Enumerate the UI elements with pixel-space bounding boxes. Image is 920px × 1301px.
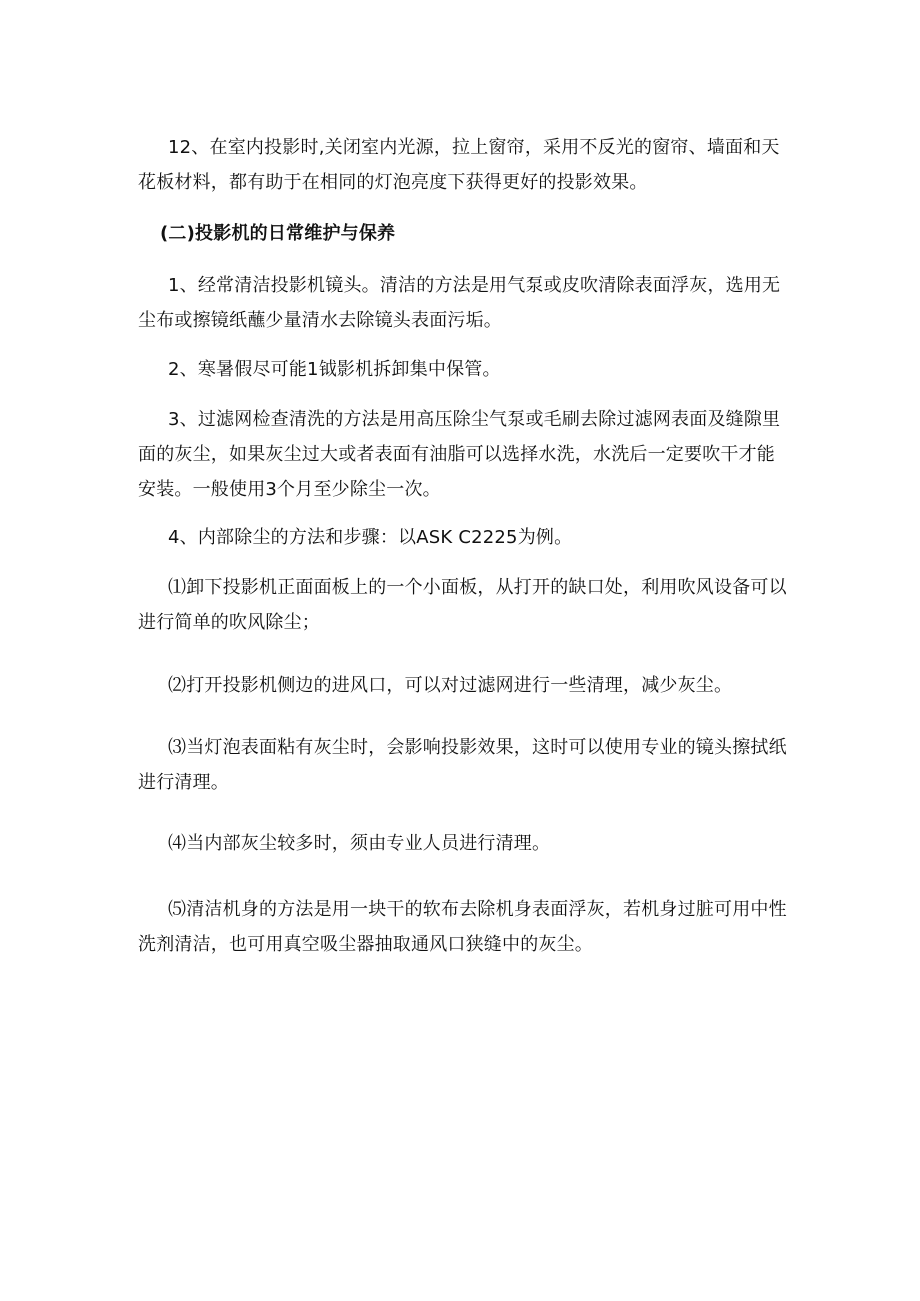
sub-item-2: ⑵打开投影机侧边的进风口，可以对过滤网进行一些清理，减少灰尘。 [168, 675, 733, 696]
paragraph-item-12: 12、在室内投影时,关闭室内光源，拉上窗帘，采用不反光的窗帘、墙面和天花板材料，都有助于在相同的灯泡亮度下获得更好的投影效果。 [138, 137, 780, 193]
sub-item-4: ⑷当内部灰尘较多时，须由专业人员进行清理。 [168, 833, 551, 854]
section-heading-maintenance: (二)投影机的日常维护与保养 [160, 223, 396, 244]
sub-item-3: ⑶当灯泡表面粘有灰尘时，会影响投影效果，这时可以使用专业的镜头擦拭纸进行清理。 [138, 737, 787, 793]
paragraph-item-1: 1、经常清洁投影机镜头。清洁的方法是用气泵或皮吹清除表面浮灰，选用无尘布或擦镜纸蘸少量清水去除镜头表面污垢。 [138, 275, 781, 331]
sub-item-1: ⑴卸下投影机正面面板上的一个小面板，从打开的缺口处，利用吹风设备可以进行简单的吹风除尘； [138, 577, 787, 633]
paragraph-item-3: 3、过滤网检查清洗的方法是用高压除尘气泵或毛刷去除过滤网表面及缝隙里面的灰尘，如果灰尘过大或者表面有油脂可以选择水洗，水洗后一定要吹干才能安装。一般使用3个月至少除尘一次。 [138, 409, 781, 500]
sub-item-5: ⑸清洁机身的方法是用一块干的软布去除机身表面浮灰，若机身过脏可用中性洗剂清洁，也可用真空吸尘器抽取通风口狭缝中的灰尘。 [138, 899, 787, 955]
paragraph-item-2: 2、寒暑假尽可能1钺影机拆卸集中保管。 [168, 359, 501, 380]
paragraph-item-4: 4、内部除尘的方法和步骤：以ASK C2225为例。 [168, 527, 573, 548]
